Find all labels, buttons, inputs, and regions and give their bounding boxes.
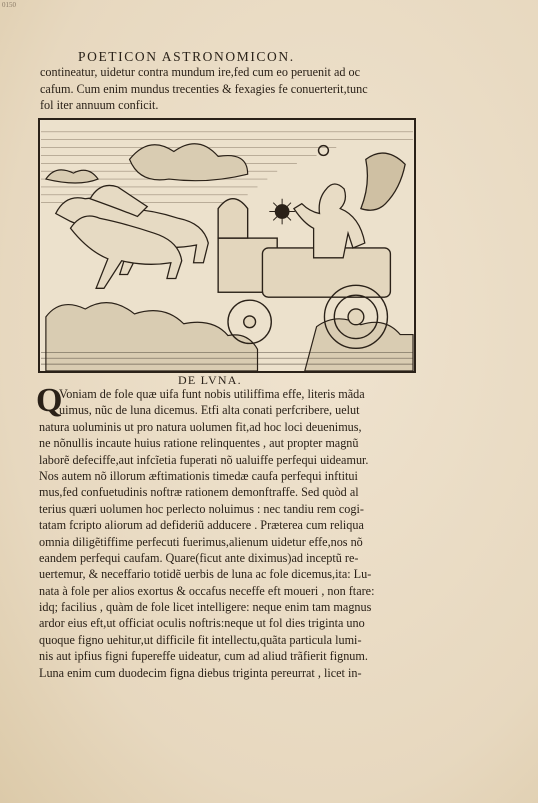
text-line: fol iter annuum conficit. xyxy=(40,98,159,112)
text-line: eandem perfequi caufam. Quare(ficut ante diximus)ad inceptũ re- xyxy=(39,550,359,565)
text-line: contineatur, uidetur contra mundum ire,fed cum eo peruenit ad oc xyxy=(40,65,360,79)
text-line: tatam fcripto aliorum ad defideriũ adducere . Præterea cum reliqua xyxy=(39,518,364,533)
top-text-block xyxy=(40,64,420,114)
text-line: nata à fole per alios exortus & occafus neceffe eft moueri , non ftare: xyxy=(39,583,375,598)
corner-mark: 0150 xyxy=(2,1,16,9)
text-line: idq; facilius , quàm de fole licet intelligere: neque enim tam magnus xyxy=(39,600,372,615)
woodcut-illustration xyxy=(38,118,416,373)
sun-chariot-woodcut xyxy=(40,120,414,371)
text-line: ardor eius eft,ut officiat oculis noftris:neque ut fol dies triginta uno xyxy=(39,616,365,631)
text-line: mus,fed confuetudinis noftræ rationem demonftraffe. Sed quòd al xyxy=(39,485,359,500)
text-line: omnia diligẽtiffime perfecuti fuerimus,alienum uidetur effe,nos nõ xyxy=(39,534,363,549)
text-line: quoque figno uehitur,ut difficile fit intellectu,quãta particula lumi- xyxy=(39,632,362,647)
text-line: natura uoluminis ut pro natura uolumen fit,ad hoc loci deuenimus, xyxy=(39,419,362,434)
body-text-block xyxy=(39,386,419,681)
text-line: cafum. Cum enim mundus trecenties & fexagies fe conuerterit,tunc xyxy=(40,81,368,96)
text-line: Luna enim cum duodecim figna diebus triginta pereurrat , licet in- xyxy=(39,665,362,680)
text-line: Nos autem nõ illorum æftimationis timedæ caufa perfequi inftitui xyxy=(39,468,358,483)
text-line: uimus, nũc de luna dicemus. Etfi alta conati perfcribere, uelut xyxy=(59,403,360,418)
text-line: laborẽ defeciffe,aut infcĩetia fuperati nõ ualuiffe perfequi uideamur. xyxy=(39,452,369,467)
text-line: ne nõnullis incaute huius ratione relinquentes , aut propter magnũ xyxy=(39,436,359,451)
text-line: uertemur, & neceffario totidẽ uerbis de luna ac fole dicemus,ita: Lu- xyxy=(39,567,372,582)
drop-cap: Q xyxy=(36,382,63,419)
text-line: Voniam de fole quæ uifa funt nobis utiliffima effe, literis mãda xyxy=(59,387,365,401)
section-title: DE LVNA. xyxy=(178,373,242,387)
text-line: terius quæri uolumen hoc perlecto noluimus : nec tandiu rem cogi- xyxy=(39,501,364,516)
running-head: POETICON ASTRONOMICON. xyxy=(78,49,295,64)
text-line: nis aut ipfius figni fupereffe uideatur, cum ad aliud trãfierit fignum. xyxy=(39,649,368,664)
